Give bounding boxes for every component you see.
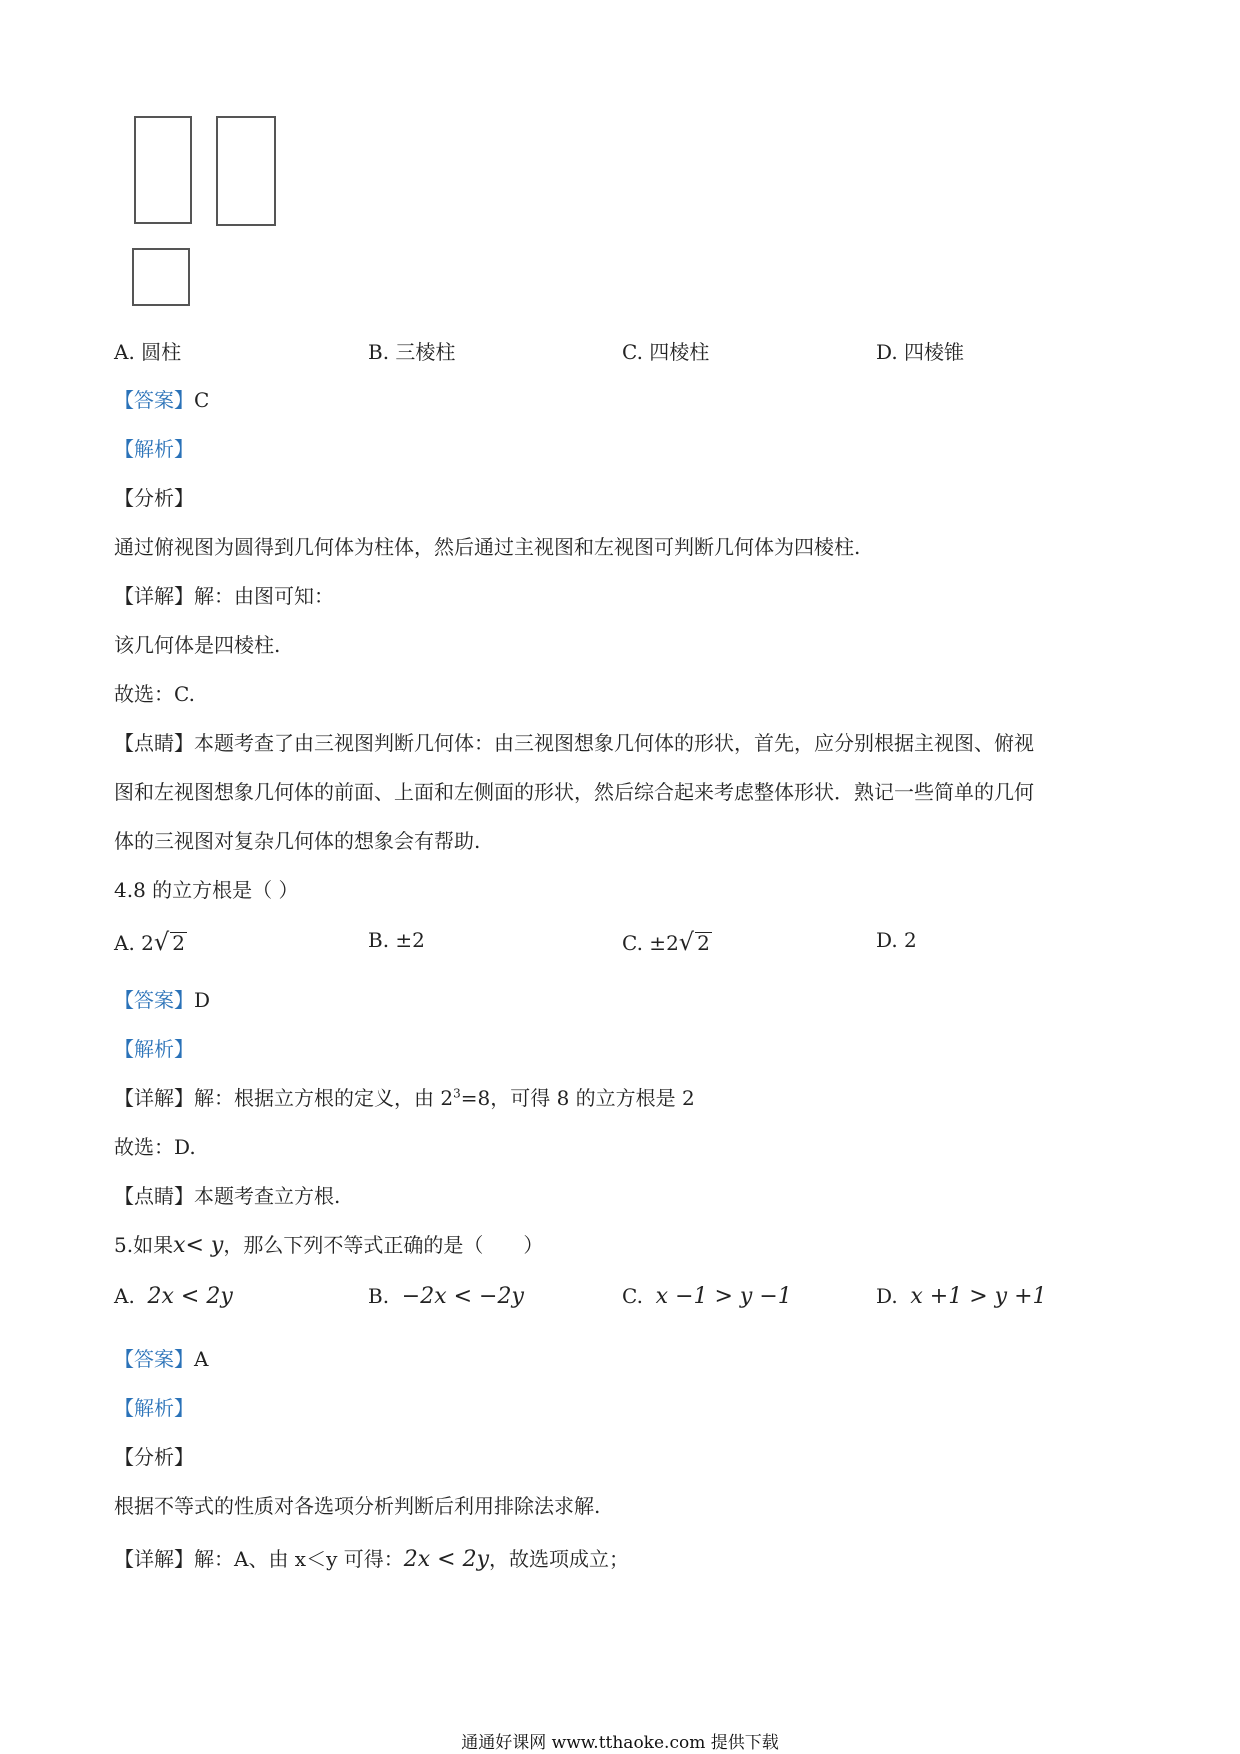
q5-fenxi-text: 根据不等式的性质对各选项分析判断后利用排除法求解.	[114, 1494, 601, 1518]
q4-option-c-prefix: C. ±2	[622, 931, 679, 955]
q5-analysis-tag: 【解析】	[114, 1396, 194, 1420]
q4-detail-sup: 3	[453, 1086, 461, 1101]
q4-comment-line	[114, 1180, 340, 1209]
q4-line2: 故选：D.	[114, 1135, 196, 1159]
q5-answer-tag: 【答案】	[114, 1347, 194, 1371]
q4-detail-post: =8，可得 8 的立方根是 2	[460, 1086, 695, 1110]
q3-answer-line	[114, 384, 209, 413]
q4-detail-line	[114, 1082, 695, 1111]
q4-comment-tag: 【点睛】	[114, 1184, 194, 1208]
sqrt-icon: √	[153, 928, 170, 956]
side-view-rectangle	[216, 116, 276, 226]
sqrt-icon: √	[678, 928, 695, 956]
q3-detail-tag: 【详解】	[114, 584, 194, 608]
page-footer: 通通好课网 www.tthaoke.com 提供下载	[461, 1733, 779, 1753]
q3-comment-tag: 【点睛】	[114, 731, 194, 755]
q3-detail-line	[114, 580, 334, 609]
q5-option-d-math: x +1 > y +1	[910, 1284, 1047, 1309]
q5-answer: A	[194, 1347, 209, 1371]
q4-analysis-tag: 【解析】	[114, 1037, 194, 1061]
q5-detail-pre: 解：A、由 x＜y 可得：	[194, 1547, 404, 1571]
q5-fenxi-tag: 【分析】	[114, 1445, 194, 1469]
q5-option-b	[368, 1284, 524, 1309]
q5-option-b-label: B.	[368, 1284, 390, 1308]
q3-comment-line2: 图和左视图想象几何体的前面、上面和左侧面的形状，然后综合起来考虑整体形状．熟记一些简单的几何	[114, 780, 1034, 804]
q5-option-a	[114, 1284, 233, 1309]
q5-option-c	[622, 1284, 792, 1309]
q4-option-c-radicand: 2	[697, 931, 710, 955]
q3-comment-line1	[114, 727, 1034, 756]
q5-option-c-label: C.	[622, 1284, 643, 1308]
q5-option-d	[876, 1284, 1047, 1309]
q3-option-d: D. 四棱锥	[876, 340, 965, 364]
q3-fenxi-text: 通过俯视图为圆得到几何体为柱体，然后通过主视图和左视图可判断几何体为四棱柱.	[114, 535, 861, 559]
q3-comment-text1: 本题考查了由三视图判断几何体：由三视图想象几何体的形状，首先，应分别根据主视图、俯视	[194, 731, 1034, 755]
q4-question: 4.8 的立方根是（ ）	[114, 878, 299, 902]
q4-option-a	[114, 928, 187, 956]
q4-answer-line	[114, 984, 210, 1013]
q4-comment-text: 本题考查立方根.	[194, 1184, 341, 1208]
q5-option-a-label: A.	[114, 1284, 135, 1308]
q3-answer-tag: 【答案】	[114, 388, 194, 412]
q3-comment-line3: 体的三视图对复杂几何体的想象会有帮助.	[114, 829, 481, 853]
q5-question	[114, 1229, 543, 1258]
q4-detail-tag: 【详解】	[114, 1086, 194, 1110]
q4-answer-tag: 【答案】	[114, 988, 194, 1012]
q4-option-c	[622, 928, 712, 956]
q3-option-b: B. 三棱柱	[368, 340, 456, 364]
q5-question-post: ，那么下列不等式正确的是（ ）	[223, 1233, 544, 1257]
q5-detail-line	[114, 1543, 629, 1572]
q4-option-a-prefix: A. 2	[114, 931, 154, 955]
q5-question-pre: 5.如果	[114, 1233, 174, 1257]
q5-question-math: x< y	[173, 1233, 224, 1258]
q3-line2: 该几何体是四棱柱.	[114, 633, 281, 657]
q3-answer: C	[194, 388, 210, 412]
q3-line3: 故选：C.	[114, 682, 195, 706]
q5-detail-tag: 【详解】	[114, 1547, 194, 1571]
q3-detail-text: 解：由图可知：	[194, 584, 334, 608]
q5-option-b-math: −2x < −2y	[401, 1284, 524, 1309]
q4-option-a-radicand: 2	[172, 931, 185, 955]
q4-answer: D	[194, 988, 211, 1012]
q5-option-d-label: D.	[876, 1284, 898, 1308]
front-view-rectangle	[134, 116, 192, 224]
q4-option-b: B. ±2	[368, 928, 425, 952]
q4-option-d: D. 2	[876, 928, 917, 952]
q5-option-a-math: 2x < 2y	[147, 1284, 233, 1309]
q5-option-c-math: x −1 > y −1	[655, 1284, 792, 1309]
q3-option-a: A. 圆柱	[114, 340, 182, 364]
q3-fenxi-tag: 【分析】	[114, 486, 194, 510]
q5-answer-line	[114, 1343, 208, 1372]
q5-detail-math: 2x < 2y	[403, 1547, 489, 1572]
q5-detail-post: ，故选项成立；	[489, 1547, 629, 1571]
q3-analysis-tag: 【解析】	[114, 437, 194, 461]
q3-option-c: C. 四棱柱	[622, 340, 710, 364]
top-view-square	[132, 248, 190, 306]
q4-detail-pre: 解：根据立方根的定义，由 2	[194, 1086, 454, 1110]
